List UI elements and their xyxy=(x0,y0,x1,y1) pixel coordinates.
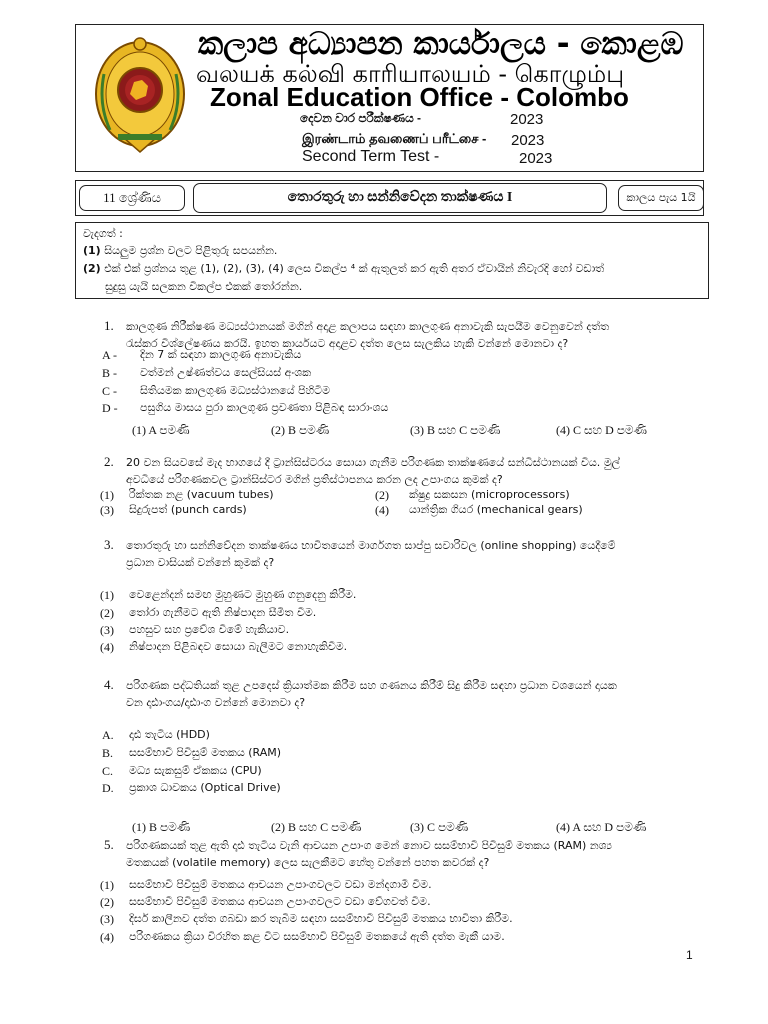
page-number: 1 xyxy=(686,948,693,962)
instruction-1 xyxy=(83,244,277,258)
exam-year: 2023 xyxy=(511,132,545,149)
item-text: මධ්‍ය සැකසුම් ඒකකය (CPU) xyxy=(129,764,262,777)
question-number: 4. xyxy=(104,677,114,692)
question-text xyxy=(126,318,609,352)
option-text: රික්තක නළ (vacuum tubes) xyxy=(129,488,274,501)
answer-option: (3) C පමණි xyxy=(410,820,469,834)
option-number: (2) xyxy=(100,895,114,909)
instructions-heading: වැදගත් : xyxy=(83,227,123,240)
sri-lanka-emblem-icon xyxy=(88,34,192,160)
time-allowed: කාලය පැය 1යි xyxy=(618,185,704,211)
answer-option: (4) C සහ D පමණි xyxy=(556,423,647,437)
question-number: 5. xyxy=(104,837,114,852)
item-text: වත්මන් උෂ්ණත්වය සෙල්සියස් අංශක xyxy=(140,366,312,379)
option-number: (1) xyxy=(100,588,114,602)
exam-year: 2023 xyxy=(510,111,544,128)
item-text: දෘඪ තැටිය (HDD) xyxy=(129,728,210,741)
exam-name-sinhala: දෙවන වාර පරීක්ෂණය - xyxy=(300,111,422,125)
question-number: 3. xyxy=(104,537,114,552)
exam-name-tamil: இரண்டாம் தவணைப் பரீட்சை - xyxy=(302,131,487,146)
question-number: 2. xyxy=(104,454,114,469)
question-text xyxy=(126,537,616,571)
option-number: (3) xyxy=(100,503,114,517)
option-number: (1) xyxy=(100,878,114,892)
option-number: (4) xyxy=(100,640,114,654)
option-number: (4) xyxy=(375,503,389,517)
answer-option: (1) B පමණි xyxy=(132,820,191,834)
question-line: වන දෘඪාංගය/දෘඪාංග වන්නේ මොනවා ද? xyxy=(126,696,306,709)
item-text: සසම්භාවී පිවිසුම් මතකය (RAM) xyxy=(129,746,282,759)
item-text: සිතියමක කාලගුණ මධ්‍යස්ථානයේ පිහිටීම xyxy=(140,384,330,397)
option-text: සසම්භාවී පිවිසුම් මතකය ආචයන උපාංගවලට වඩා මන්දගාමී වීම. xyxy=(129,878,432,891)
item-label: C - xyxy=(102,384,117,398)
option-text: තෝරා ගැනීමට ඇති නිෂ්පාදන සීමිත වීම. xyxy=(129,606,317,619)
exam-name-english: Second Term Test - xyxy=(302,148,440,165)
option-text: නිෂ්පාදන පිළිබඳව සොයා බැලීමට නොහැකිවීම. xyxy=(129,640,348,653)
instruction-text: සියලුම ප්‍රශ්න වලට පිළිතුරු සපයන්න. xyxy=(100,244,278,257)
option-text: සිදුරුපත් (punch cards) xyxy=(129,503,247,516)
exam-year: 2023 xyxy=(519,150,553,167)
answer-option: (2) B පමණි xyxy=(271,423,330,437)
item-text: දින 7 ක් සඳහා කාලගුණ අනාවැකිය xyxy=(140,348,302,361)
question-text xyxy=(126,677,617,711)
option-text: යාන්ත්‍රික ගියර (mechanical gears) xyxy=(409,503,583,516)
question-line: තොරතුරු හා සන්නිවේදන තාක්ෂණය භාවිතයෙන් මාර්ගගත සාප්පු සවාරිවල (online shopping) යෙදීමේ xyxy=(126,539,616,552)
option-text: දිර්ඝ කාලීනව දත්ත ගබඩා කර තැබීම සඳහා සසම්භාවී පිවිසුම් මතකය භාවිතා කිරීම. xyxy=(129,912,513,925)
option-number: (3) xyxy=(100,623,114,637)
answer-option: (1) A පමණි xyxy=(132,423,190,437)
option-text: පහසුව සහ ප්‍රවේශ වීමේ හැකියාව. xyxy=(129,623,290,636)
option-number: (1) xyxy=(100,488,114,502)
option-text: ක්ෂුද්‍ර සකසන (microprocessors) xyxy=(409,488,570,501)
question-line: පරිගණකයක් තුළ ඇති දෘඪ තැටිය වැනි ආචයන උපාංග මෙන් නොව සසම්භාවී පිවිසුම් මතකය (RAM) නශ්‍ය xyxy=(126,839,613,852)
item-label: D - xyxy=(102,401,118,415)
instruction-number: (1) xyxy=(83,244,101,257)
subject-title: තොරතුරු හා සන්නිවේදන තාක්ෂණය I xyxy=(193,183,607,213)
office-name-tamil: வலயக் கல்வி காரியாலயம் - கொழும்பு xyxy=(196,60,625,88)
option-number: (2) xyxy=(100,606,114,620)
option-text: වෙළෙන්දන් සමඟ මුහුණට මුහුණ ගනුදෙනු කිරීම. xyxy=(129,588,357,601)
question-text xyxy=(126,837,612,871)
instruction-text: එක් එක් ප්‍රශ්නය තුළ (1), (2), (3), (4) ලෙස විකල්ප ⁴ ක් ඇතුලත් කර ඇති අතර ඒවායින් නිවැරදි හෝ වඩාත් xyxy=(100,262,605,275)
answer-option: (3) B සහ C පමණි xyxy=(410,423,501,437)
question-line: ප්‍රධාන වාසියක් වන්නේ කුමක් ද? xyxy=(126,556,275,569)
question-text xyxy=(126,454,620,488)
item-text: ප්‍රකාශ ධාවකය (Optical Drive) xyxy=(129,781,281,794)
item-label: B. xyxy=(102,746,114,760)
item-text: පසුගිය මාසය පුරා කාලගුණ ප්‍රවණතා පිළිබඳ සාරාංශය xyxy=(140,401,389,414)
question-number: 1. xyxy=(104,318,114,333)
question-line: කාලගුණ නිරීක්ෂණ මධ්‍යස්ථානයක් මගින් අදාළ කලාපය සඳහා කාලගුණ අනාවැකි සැපයීම වෙනුවෙන් දත්ත xyxy=(126,320,610,333)
option-text: පරිගණකය ක්‍රියා විරහිත කළ විට සසම්භාවී පිවිසුම් මතකයේ ඇති දත්ත මැකී යාම. xyxy=(129,930,505,943)
item-label: A. xyxy=(102,728,114,742)
option-text: සසම්භාවී පිවිසුම් මතකය ආචයන උපාංගවලට වඩා වේගවත් වීම. xyxy=(129,895,431,908)
answer-option: (2) B සහ C පමණි xyxy=(271,820,362,834)
question-line: මතකයක් (volatile memory) ලෙස සැලකීමට හේතු වන්නේ පහත කවරක් ද? xyxy=(126,856,490,869)
option-number: (3) xyxy=(100,912,114,926)
office-name-sinhala: කලාප අධ්‍යාපන කාර්යාලය - කොළඹ xyxy=(198,26,684,62)
question-line: 20 වන සියවසේ මැද භාගයේ දී ට්‍රාන්සිස්ටරය සොයා ගැනීම පරිගණක තාක්ෂණයේ සන්ධිස්ථානයක් විය. මුල් xyxy=(126,456,621,469)
option-number: (2) xyxy=(375,488,389,502)
office-name-english: Zonal Education Office - Colombo xyxy=(210,82,629,112)
option-number: (4) xyxy=(100,930,114,944)
instruction-2-cont: සුදුසු යැයි සලකන විකල්ප එකක් තෝරන්න. xyxy=(105,280,303,293)
item-label: B - xyxy=(102,366,117,380)
answer-option: (4) A සහ D පමණි xyxy=(556,820,647,834)
question-line: අවධියේ පරිගණකවල ට්‍රාන්සිස්ටර මගින් ප්‍රතිස්ථාපනය කරන ලද උපාංගය කුමක් ද? xyxy=(126,473,503,486)
item-label: D. xyxy=(102,781,114,795)
question-line: රැස්කර විශ්ලේෂණය කරයි. ඉහත කාර්යයට අදාළව දත්ත ලෙස සැලකිය හැකි වන්නේ මොනවා ද? xyxy=(126,337,569,350)
item-label: A - xyxy=(102,348,117,362)
item-label: C. xyxy=(102,764,114,778)
question-line: පරිගණක පද්ධතියක් තුළ උපදෙස් ක්‍රියාත්මක කිරීම සහ ගණනය කිරීම් සිදු කිරීම සඳහා ප්‍රධාන වශයෙන් දායක xyxy=(126,679,617,692)
instruction-number: (2) xyxy=(83,262,101,275)
instruction-2 xyxy=(83,262,604,276)
grade-label: 11 ශ්‍රේණිය xyxy=(79,185,185,211)
